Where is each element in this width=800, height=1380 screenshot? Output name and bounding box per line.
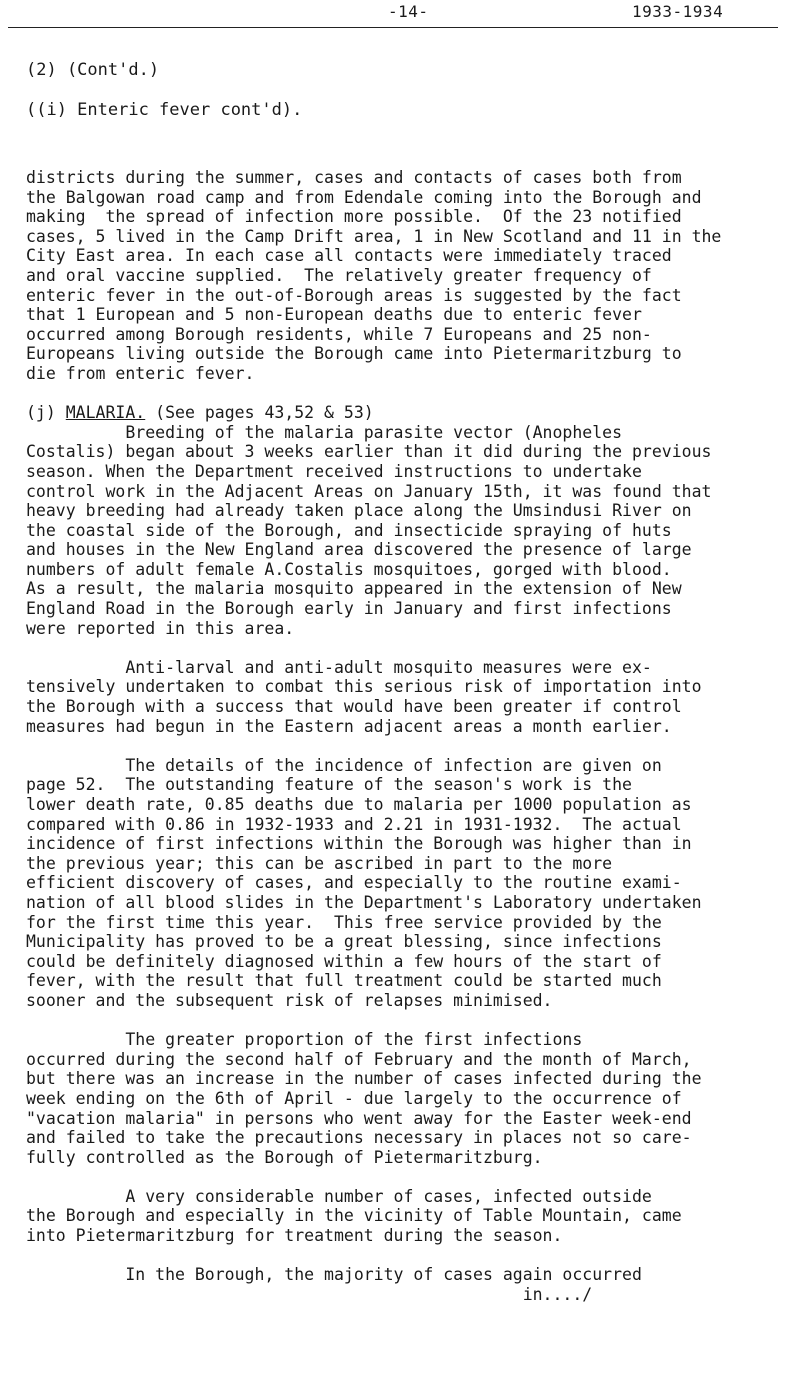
text-line: As a result, the malaria mosquito appeared in the extension of New <box>26 579 682 599</box>
text-line: A very considerable number of cases, infected outside <box>26 1186 652 1206</box>
text-line: in..../ <box>26 1284 593 1304</box>
text-line: the Balgowan road camp and from Edendale coming into the Borough and <box>26 187 702 207</box>
text-line: The greater proportion of the first infections <box>26 1030 583 1050</box>
section-label: (2) (Cont'd.) <box>26 60 160 80</box>
text-line: the previous year; this can be ascribed in part to the more <box>26 853 613 873</box>
text-line: occurred during the second half of February and the month of March, <box>26 1049 692 1069</box>
paragraph-gap <box>26 1011 784 1031</box>
paragraph <box>26 756 784 1011</box>
heading-title: MALARIA. <box>65 403 146 423</box>
text-line: sooner and the subsequent risk of relapses minimised. <box>26 990 553 1010</box>
text-line: week ending on the 6th of April - due largely to the occurrence of <box>26 1088 682 1108</box>
paragraph <box>26 168 784 384</box>
paragraph-gap <box>26 736 784 756</box>
text-line: making the spread of infection more possible. Of the 23 notified <box>26 207 682 227</box>
body-text <box>26 168 784 1304</box>
text-line: efficient discovery of cases, and especially to the routine exami- <box>26 873 682 893</box>
header-rule <box>8 27 778 28</box>
year-range: 1933-1934 <box>632 2 724 21</box>
text-line: England Road in the Borough early in January and first infections <box>26 599 672 619</box>
heading-prefix: (j) <box>26 403 66 423</box>
paragraph <box>26 1187 784 1246</box>
text-line: "vacation malaria" in persons who went away for the Easter week-end <box>26 1108 692 1128</box>
text-line: page 52. The outstanding feature of the season's work is the <box>26 775 632 795</box>
malaria-heading <box>26 403 784 423</box>
text-line: enteric fever in the out-of-Borough areas is suggested by the fact <box>26 285 682 305</box>
paragraph-gap <box>26 638 784 658</box>
text-line: heavy breeding had already taken place along the Umsindusi River on <box>26 501 692 521</box>
subsection-label: ((i) Enteric fever cont'd). <box>26 100 303 120</box>
paragraph-gap <box>26 384 784 404</box>
text-line: The details of the incidence of infection are given on <box>26 755 662 775</box>
text-line: and failed to take the precautions necessary in places not so care- <box>26 1128 692 1148</box>
page-number: -14- <box>388 2 429 21</box>
text-line: the coastal side of the Borough, and insecticide spraying of huts <box>26 520 672 540</box>
text-line: occurred among Borough residents, while 7 Europeans and 25 non- <box>26 324 652 344</box>
text-line: fever, with the result that full treatment could be started much <box>26 971 662 991</box>
text-line: In the Borough, the majority of cases again occurred <box>26 1265 642 1285</box>
paragraph <box>26 403 784 638</box>
text-line: Costalis) began about 3 weeks earlier than it did during the previous <box>26 442 712 462</box>
text-line: die from enteric fever. <box>26 363 255 383</box>
text-line: Anti-larval and anti-adult mosquito measures were ex- <box>26 657 652 677</box>
heading-page-reference: (See pages 43,52 & 53) <box>145 403 374 423</box>
text-line: measures had begun in the Eastern adjacent areas a month earlier. <box>26 716 672 736</box>
text-line: Municipality has proved to be a great blessing, since infections <box>26 932 662 952</box>
text-line: were reported in this area. <box>26 618 295 638</box>
text-line: could be definitely diagnosed within a few hours of the start of <box>26 951 662 971</box>
text-line: nation of all blood slides in the Department's Laboratory undertaken <box>26 892 702 912</box>
paragraph-gap <box>26 1167 784 1187</box>
text-line: Breeding of the malaria parasite vector (Anopheles <box>26 422 623 442</box>
text-line: cases, 5 lived in the Camp Drift area, 1 in New Scotland and 11 in the <box>26 226 722 246</box>
text-line: and houses in the New England area discovered the presence of large <box>26 540 692 560</box>
text-line: the Borough and especially in the vicinity of Table Mountain, came <box>26 1206 682 1226</box>
text-line: fully controlled as the Borough of Pietermaritzburg. <box>26 1147 543 1167</box>
text-line: control work in the Adjacent Areas on January 15th, it was found that <box>26 481 712 501</box>
paragraph <box>26 1265 784 1304</box>
text-line: districts during the summer, cases and contacts of cases both from <box>26 168 682 187</box>
text-line: but there was an increase in the number of cases infected during the <box>26 1069 702 1089</box>
text-line: lower death rate, 0.85 deaths due to malaria per 1000 population as <box>26 795 692 814</box>
paragraph-gap <box>26 1246 784 1266</box>
text-line: and oral vaccine supplied. The relatively greater frequency of <box>26 265 652 285</box>
text-line: that 1 European and 5 non-European deaths due to enteric fever <box>26 305 642 325</box>
text-line: for the first time this year. This free service provided by the <box>26 912 662 932</box>
text-line: season. When the Department received instructions to undertake <box>26 461 642 481</box>
text-line: the Borough with a success that would have been greater if control <box>26 697 682 717</box>
text-line: Europeans living outside the Borough came into Pietermaritzburg to <box>26 344 682 364</box>
paragraph <box>26 658 784 736</box>
paragraph <box>26 1030 784 1167</box>
text-line: compared with 0.86 in 1932-1933 and 2.21 in 1931-1932. The actual <box>26 814 682 834</box>
text-line: incidence of first infections within the Borough was higher than in <box>26 834 692 854</box>
text-line: City East area. In each case all contacts were immediately traced <box>26 246 672 266</box>
text-line: tensively undertaken to combat this serious risk of importation into <box>26 677 702 697</box>
text-line: into Pietermaritzburg for treatment during the season. <box>26 1226 563 1246</box>
text-line: numbers of adult female A.Costalis mosquitoes, gorged with blood. <box>26 559 672 579</box>
